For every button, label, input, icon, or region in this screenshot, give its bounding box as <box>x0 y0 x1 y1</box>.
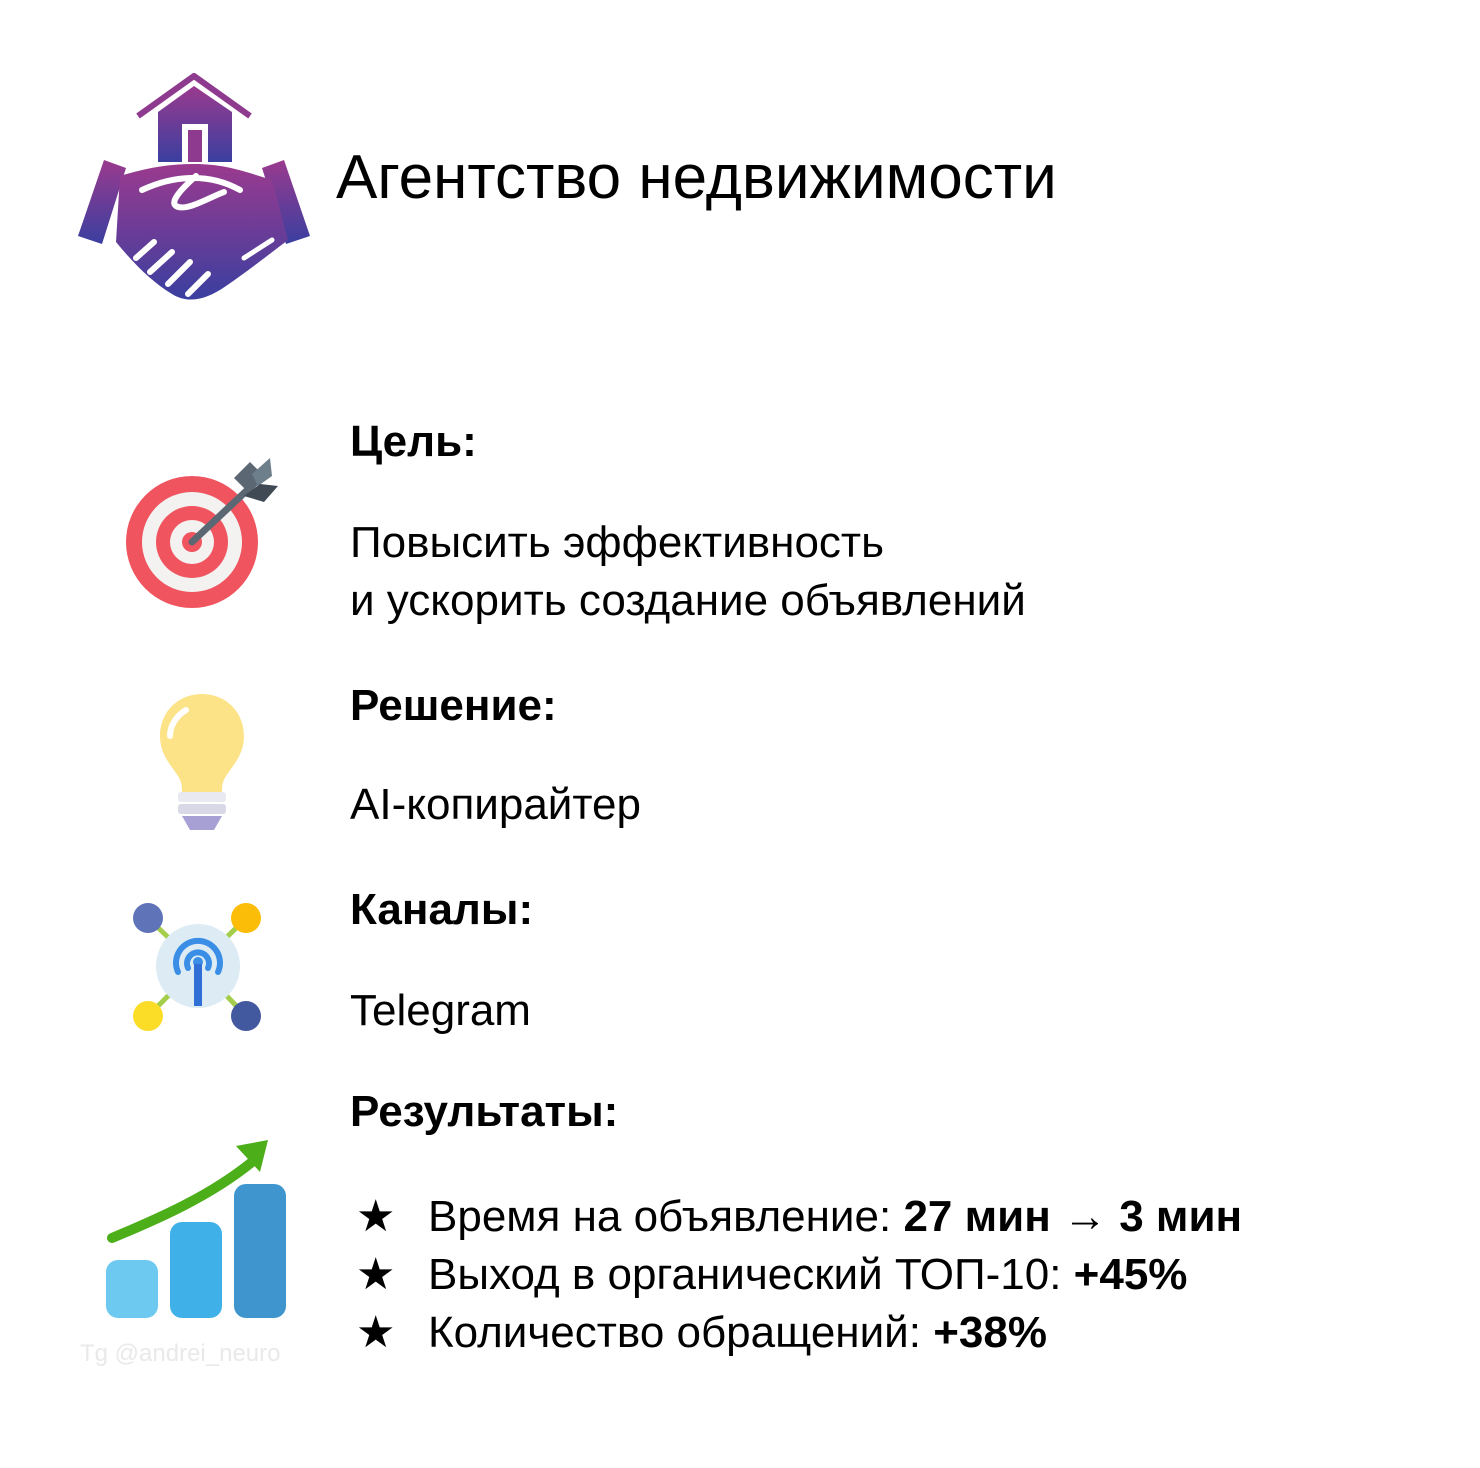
solution-text: AI-копирайтер <box>350 780 641 829</box>
star-icon: ★ <box>356 1192 396 1241</box>
results-list <box>356 1188 1242 1362</box>
star-icon: ★ <box>356 1250 396 1299</box>
result-value: +38% <box>933 1308 1047 1357</box>
goal-heading: Цель: <box>350 417 477 466</box>
result-item <box>356 1246 1242 1304</box>
lightbulb-icon <box>156 692 248 836</box>
network-broadcast-icon <box>128 900 268 1034</box>
result-label: Количество обращений: <box>428 1308 934 1357</box>
result-value: 27 мин → 3 мин <box>903 1192 1243 1241</box>
channels-heading: Каналы: <box>350 885 534 934</box>
result-label: Выход в органический ТОП-10: <box>428 1250 1074 1299</box>
target-arrow-icon <box>124 456 284 612</box>
growth-chart-icon <box>100 1136 292 1322</box>
result-value: +45% <box>1073 1250 1188 1299</box>
star-icon: ★ <box>356 1308 396 1357</box>
result-label: Время на объявление: <box>428 1192 904 1241</box>
results-heading: Результаты: <box>350 1087 619 1136</box>
result-item <box>356 1188 1242 1246</box>
watermark: Tg @andrei_neuro <box>80 1340 281 1367</box>
solution-heading: Решение: <box>350 681 557 730</box>
goal-line-1: Повысить эффективность <box>350 518 884 567</box>
goal-line-2: и ускорить создание объявлений <box>350 576 1026 625</box>
page-title: Агентство недвижимости <box>336 143 1057 212</box>
channels-text: Telegram <box>350 986 531 1035</box>
result-item <box>356 1304 1242 1362</box>
house-handshake-icon <box>76 72 312 308</box>
